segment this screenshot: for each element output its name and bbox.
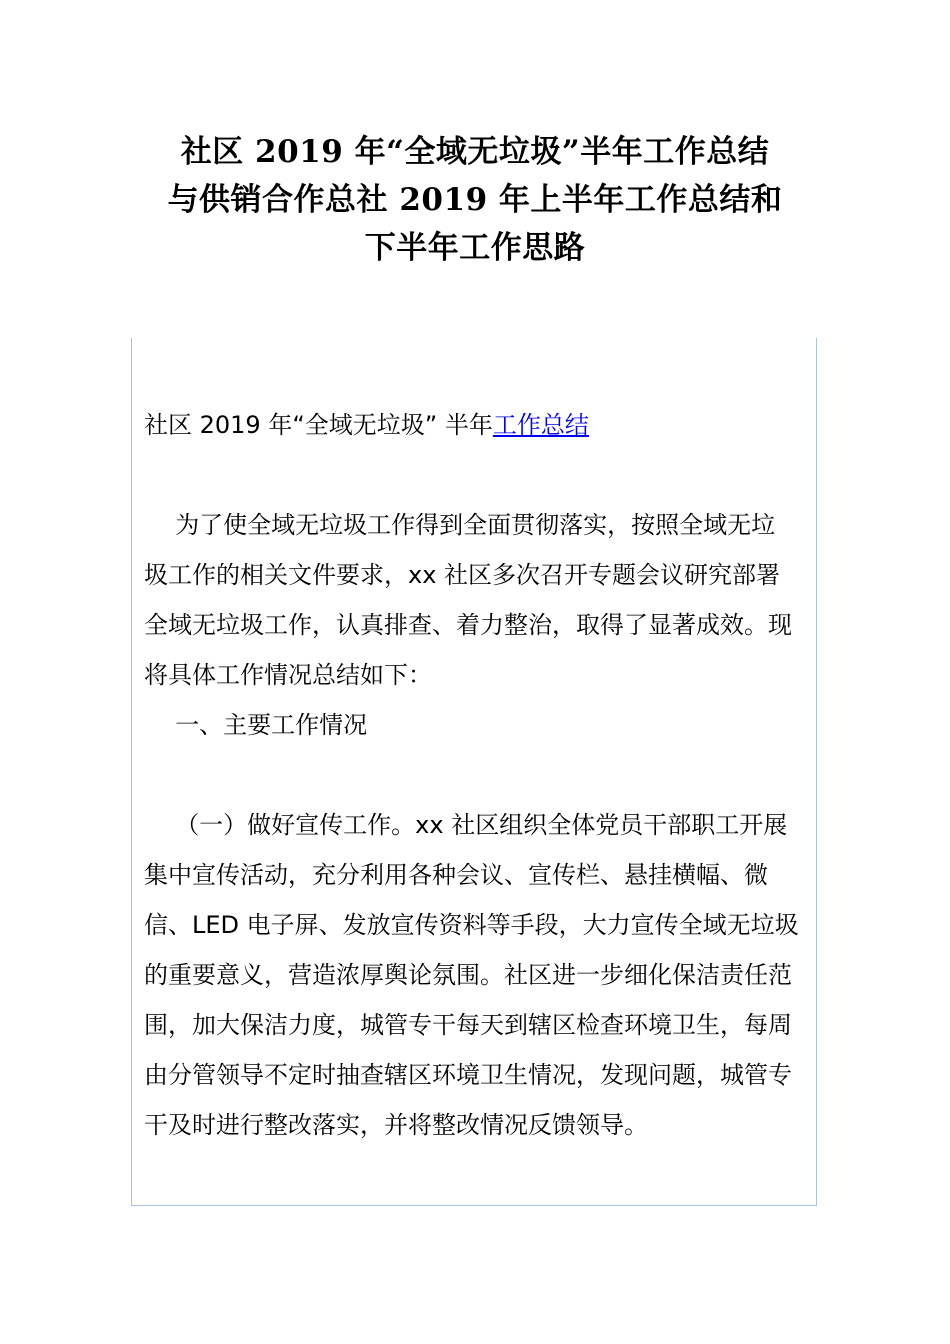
title-line-1: 社区 2019 年“全域无垃圾”半年工作总结: [180, 134, 770, 170]
title-line-3: 下半年工作思路: [364, 230, 586, 266]
intro-paragraph: 为了使全域无垃圾工作得到全面贯彻落实，按照全域无垃圾工作的相关文件要求，xx 社区多次召开专题会议研究部署全域无垃圾工作，认真排查、着力整治，取得了显著成效。现将具体工作情况总结如下：: [144, 511, 792, 689]
document-body: [144, 400, 799, 1150]
paragraph-publicity-work: （一）做好宣传工作。xx 社区组织全体党员干部职工开展集中宣传活动，充分利用各种会议、宣传栏、悬挂横幅、微信、LED 电子屏、发放宣传资料等手段，大力宣传全域无垃圾的重要意义，营造浓厚舆论氛围。社区进一步细化保洁责任范围，加大保洁力度，城管专干每天到辖区检查环境卫生，每周由分管领导不定时抽查辖区环境卫生情况，发现问题，城管专干及时进行整改落实，并将整改情况反馈领导。: [144, 811, 799, 1139]
subtitle-prefix: 社区 2019 年“全域无垃圾” 半年: [144, 411, 493, 439]
title-line-2: 与供销合作总社 2019 年上半年工作总结和: [167, 182, 783, 218]
section-subtitle: [144, 400, 799, 450]
section-heading-main-work: 一、主要工作情况: [175, 711, 368, 739]
document-title: [140, 128, 810, 272]
work-summary-link[interactable]: 工作总结: [492, 411, 589, 439]
